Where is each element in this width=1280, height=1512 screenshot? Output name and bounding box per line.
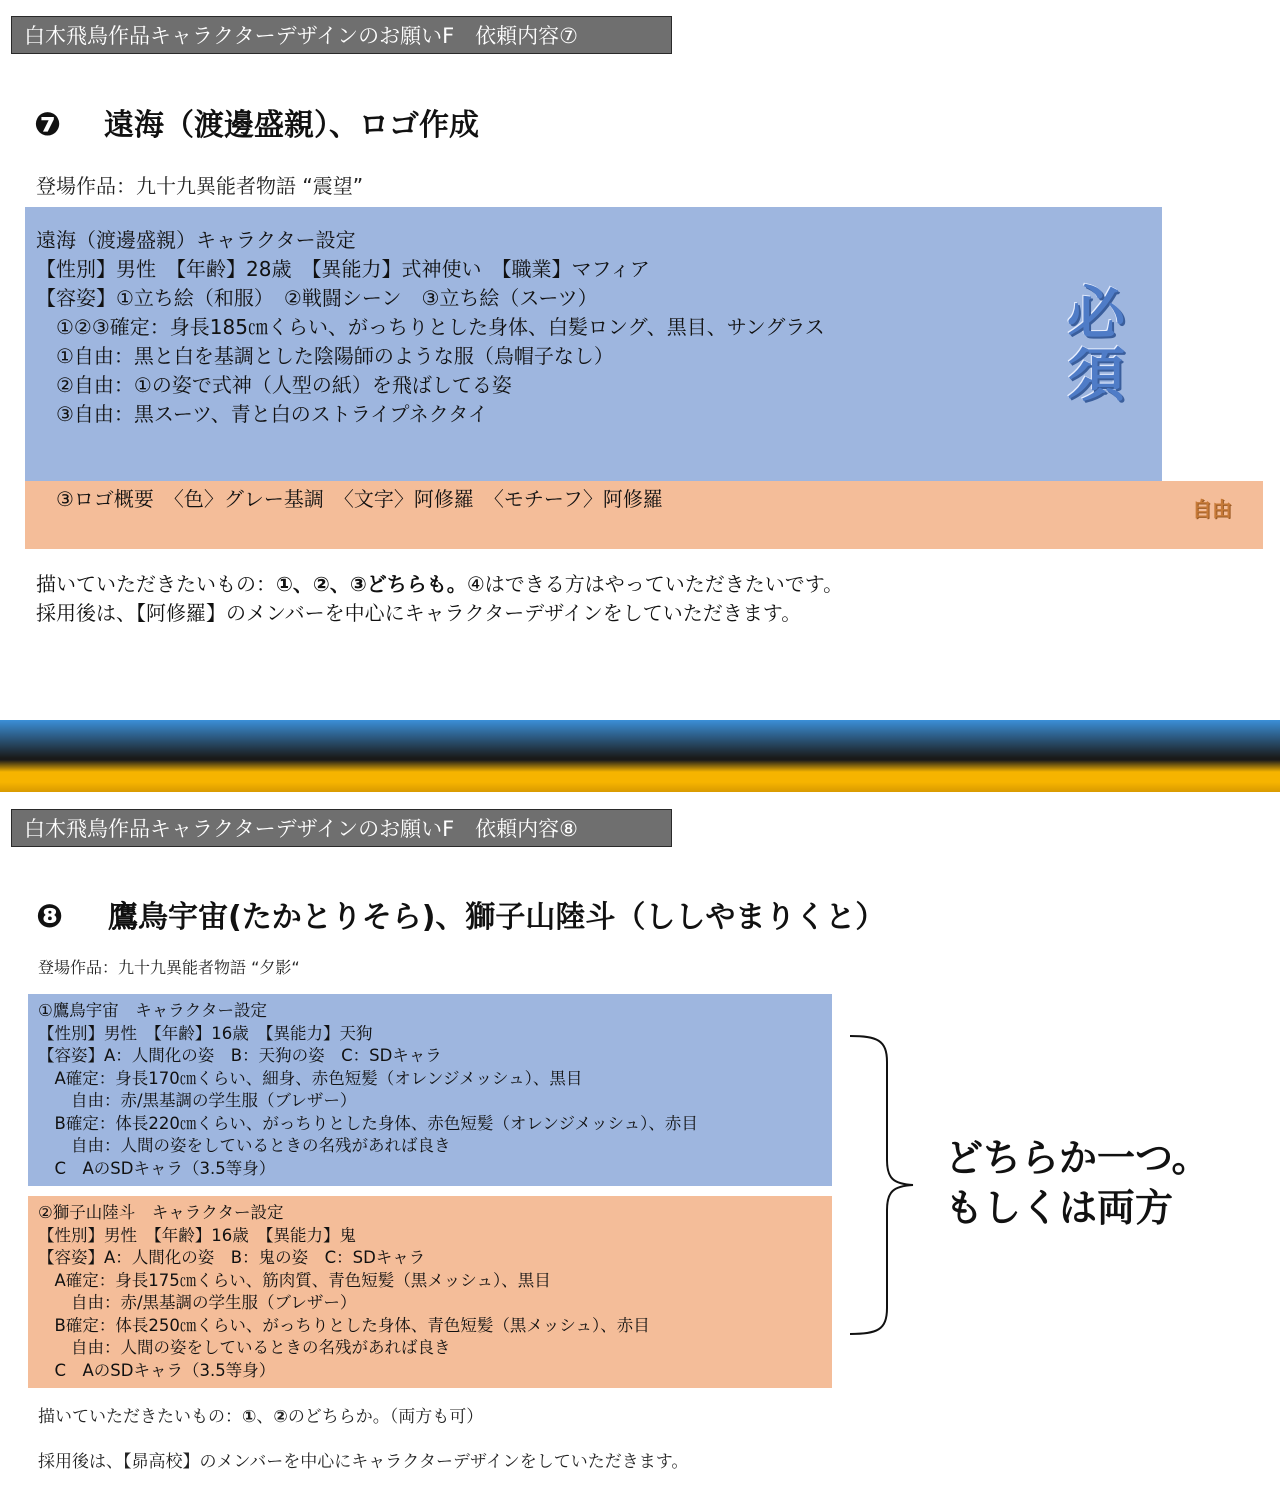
settings-line: ③自由：黒スーツ、青と白のストライプネクタイ bbox=[36, 402, 488, 426]
settings-line: 【性別】男性 【年齢】16歳 【異能力】天狗 bbox=[38, 1023, 373, 1043]
section7-header-text: 白木飛鳥作品キャラクターデザインのお願いF 依頼内容⑦ bbox=[24, 24, 579, 48]
draw-request-bold-1: ① bbox=[242, 1407, 257, 1427]
character-1-settings bbox=[38, 1000, 698, 1180]
settings-line: 自由：人間の姿をしているときの名残があれば良き bbox=[38, 1338, 451, 1357]
settings-line: B確定：体長250㎝くらい、がっちりとした身体、青色短髪（黒メッシュ）、赤目 bbox=[38, 1315, 650, 1335]
settings-line: B確定：体長220㎝くらい、がっちりとした身体、赤色短髪（オレンジメッシュ）、赤目 bbox=[38, 1113, 698, 1133]
choice-line-2: もしくは両方 bbox=[945, 1186, 1174, 1230]
settings-line: 【容姿】A：人間化の姿 B：鬼の姿 C：SDキャラ bbox=[38, 1248, 426, 1267]
section8-header-bar bbox=[11, 809, 672, 847]
character-1-box bbox=[28, 994, 832, 1186]
settings-line: 自由：赤/黒基調の学生服（ブレザー） bbox=[38, 1293, 357, 1312]
settings-line: ①自由：黒と白を基調とした陰陽師のような服（烏帽子なし） bbox=[36, 344, 614, 368]
number-7-badge: ❼ bbox=[34, 105, 62, 143]
section7-header-bar bbox=[11, 16, 672, 54]
settings-line: 自由：赤/黒基調の学生服（ブレザー） bbox=[38, 1091, 357, 1110]
required-stamp bbox=[1067, 279, 1128, 409]
adoption-line: 採用後は、【阿修羅】のメンバーを中心にキャラクターデザインをしていただきます。 bbox=[36, 601, 802, 625]
required-stamp-char-2: 須 bbox=[1067, 341, 1128, 409]
settings-line: ①②③確定：身長185㎝くらい、がっちりとした身体、白髪ロング、黒目、サングラス bbox=[36, 315, 825, 339]
settings-line: ①鷹鳥宇宙 キャラクター設定 bbox=[38, 1001, 267, 1020]
settings-line: 【性別】男性 【年齢】16歳 【異能力】鬼 bbox=[38, 1225, 356, 1245]
required-stamp-char-1: 必 bbox=[1067, 279, 1128, 347]
draw-request-bold-2: ② bbox=[273, 1407, 288, 1427]
section7-notes bbox=[36, 570, 843, 628]
settings-line: C AのSDキャラ（3.5等身） bbox=[38, 1158, 276, 1178]
settings-line: A確定：身長170㎝くらい、細身、赤色短髪（オレンジメッシュ）、黒目 bbox=[38, 1068, 583, 1088]
section7-required-box bbox=[25, 207, 1162, 481]
settings-line: C AのSDキャラ（3.5等身） bbox=[38, 1360, 276, 1380]
settings-line: 【容姿】①立ち絵（和服） ②戦闘シーン ③立ち絵（スーツ） bbox=[36, 286, 598, 310]
section8-draw-request bbox=[38, 1402, 483, 1427]
settings-line: 自由：人間の姿をしているときの名残があれば良き bbox=[38, 1136, 451, 1155]
draw-request-suffix: ④はできる方はやっていただきたいです。 bbox=[466, 572, 844, 596]
number-8-badge: ❽ bbox=[36, 897, 64, 935]
draw-request-prefix: 描いていただきたいもの： bbox=[36, 572, 276, 596]
section7-appearance: 登場作品：九十九異能者物語 “震望” bbox=[36, 174, 364, 198]
draw-request-prefix: 描いていただきたいもの： bbox=[38, 1407, 242, 1427]
settings-line: 【性別】男性 【年齢】28歳 【異能力】式神使い 【職業】マフィア bbox=[36, 257, 650, 281]
choice-line-1: どちらか一つ。 bbox=[945, 1136, 1210, 1180]
free-tag: 自由 bbox=[1192, 497, 1232, 521]
section8-adoption-line: 採用後は、【昴高校】のメンバーを中心にキャラクターデザインをしていただきます。 bbox=[38, 1452, 689, 1472]
right-brace-icon bbox=[845, 1032, 915, 1338]
settings-line: 【容姿】A：人間化の姿 B：天狗の姿 C：SDキャラ bbox=[38, 1046, 442, 1065]
draw-request-line bbox=[36, 570, 843, 599]
section7-character-settings bbox=[36, 226, 825, 429]
settings-line: ②自由：①の姿で式神（人型の紙）を飛ばしてる姿 bbox=[36, 373, 512, 397]
section8-header-text: 白木飛鳥作品キャラクターデザインのお願いF 依頼内容⑧ bbox=[24, 817, 579, 841]
section8-appearance: 登場作品：九十九異能者物語 “夕影“ bbox=[38, 958, 300, 977]
draw-request-suffix: のどちらか。（両方も可） bbox=[287, 1407, 484, 1427]
section7-heading bbox=[34, 100, 479, 144]
draw-request-separator: 、 bbox=[256, 1407, 274, 1427]
logo-overview: ③ロゴ概要 〈色〉グレー基調 〈文字〉阿修羅 〈モチーフ〉阿修羅 bbox=[36, 487, 663, 511]
settings-line: ②獅子山陸斗 キャラクター設定 bbox=[38, 1203, 284, 1222]
section-divider bbox=[0, 720, 1280, 792]
section8-heading bbox=[36, 892, 885, 936]
section8-title: 鷹鳥宇宙(たかとりそら)、獅子山陸斗（ししやまりくと） bbox=[108, 900, 886, 935]
settings-line: A確定：身長175㎝くらい、筋肉質、青色短髪（黒メッシュ）、黒目 bbox=[38, 1270, 551, 1290]
settings-line: 遠海（渡邊盛親）キャラクター設定 bbox=[36, 228, 356, 252]
character-2-box bbox=[28, 1196, 832, 1388]
section7-free-box bbox=[25, 481, 1263, 549]
choice-note bbox=[945, 1133, 1209, 1233]
draw-request-bold: ①、②、③どちらも。 bbox=[276, 572, 467, 596]
section7-title: 遠海（渡邊盛親）、ロゴ作成 bbox=[104, 108, 479, 143]
character-2-settings bbox=[38, 1202, 650, 1382]
